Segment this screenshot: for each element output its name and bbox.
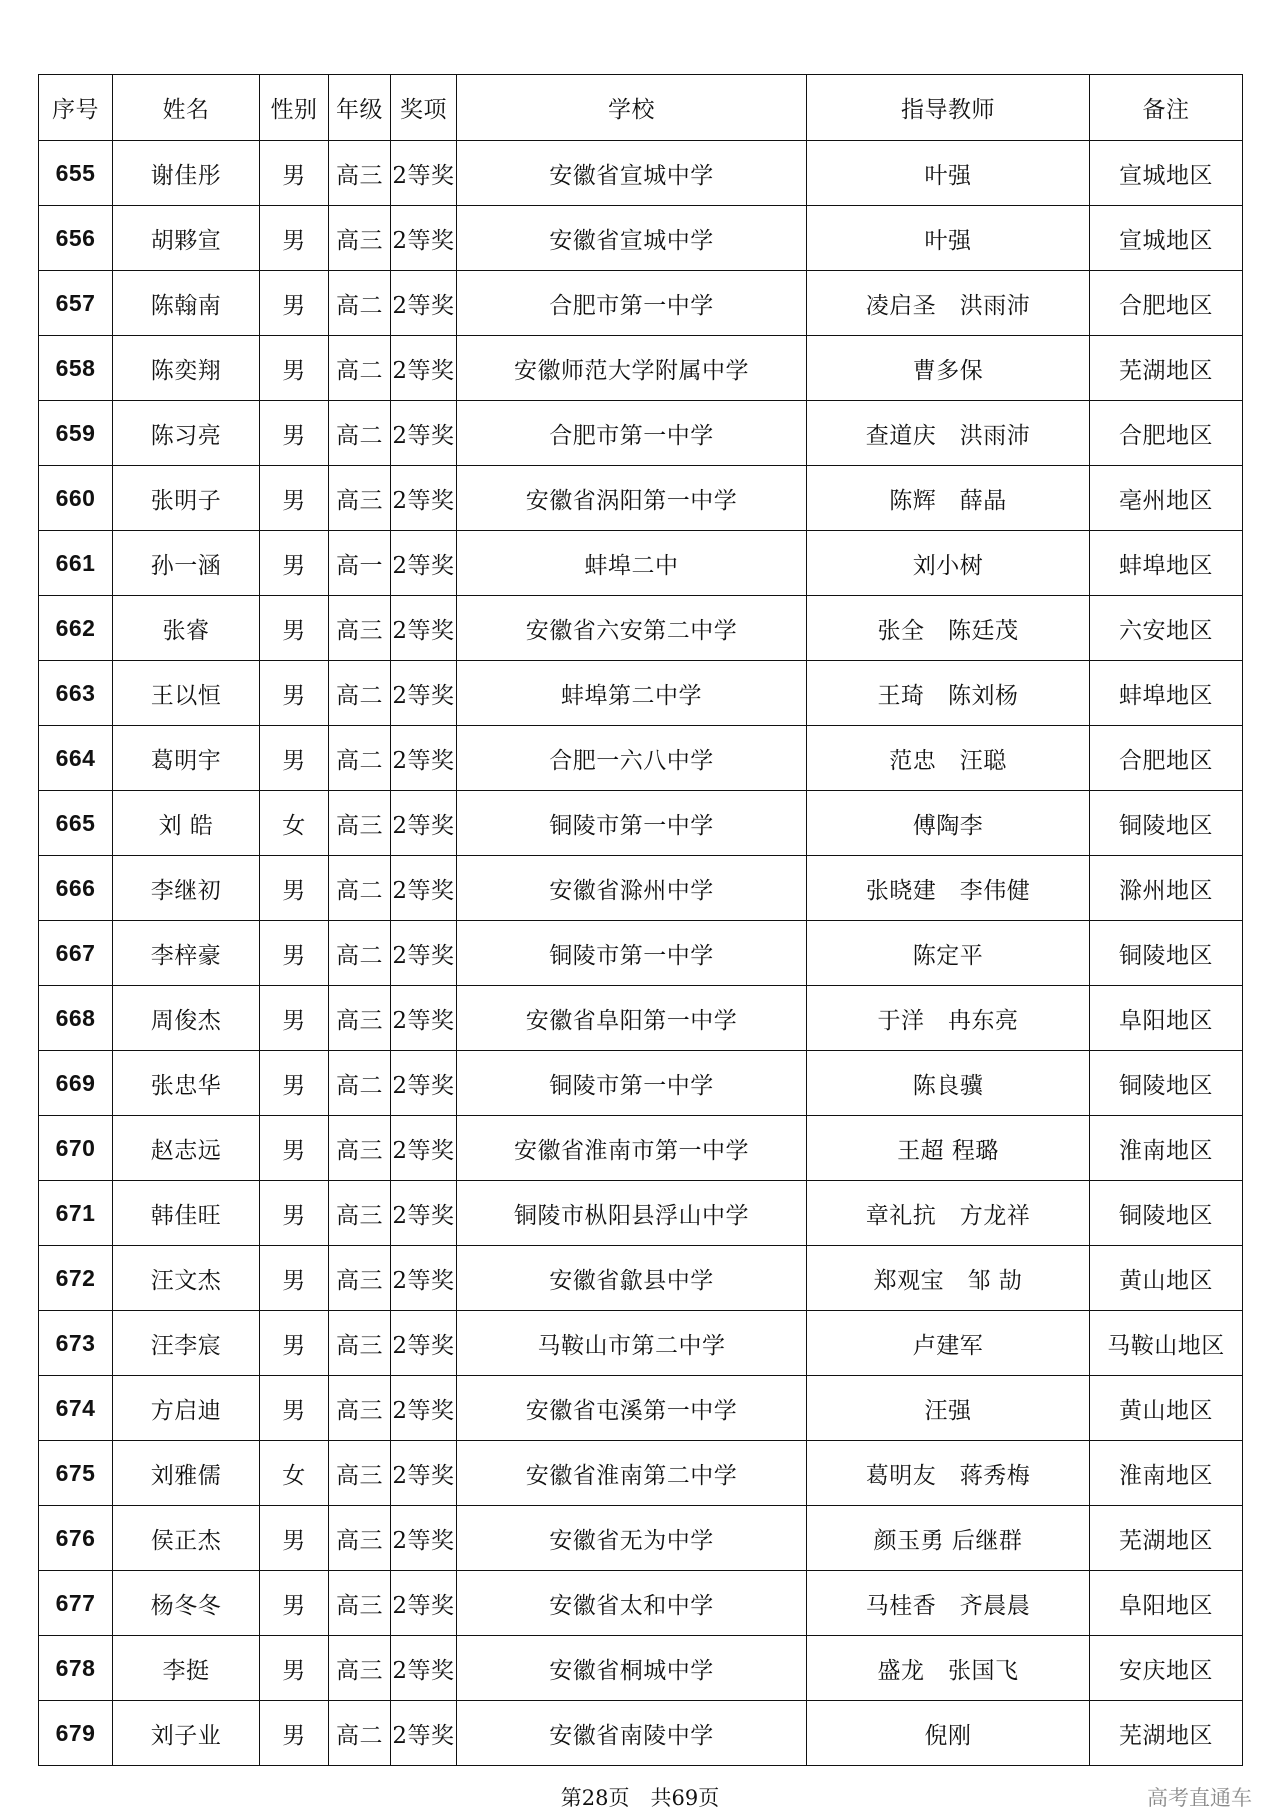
- cell-note: 淮南地区: [1090, 1441, 1243, 1506]
- cell-index: 675: [39, 1441, 113, 1506]
- table-row: [39, 206, 1243, 271]
- cell-teacher: 凌启圣 洪雨沛: [807, 271, 1090, 336]
- cell-gender: 女: [260, 791, 329, 856]
- cell-index: 677: [39, 1571, 113, 1636]
- cell-name: 周俊杰: [113, 986, 260, 1051]
- cell-gender: 男: [260, 726, 329, 791]
- cell-teacher: 张晓建 李伟健: [807, 856, 1090, 921]
- cell-name: 刘雅儒: [113, 1441, 260, 1506]
- cell-name: 陈习亮: [113, 401, 260, 466]
- table-row: [39, 466, 1243, 531]
- cell-grade: 高二: [329, 856, 391, 921]
- header-name: 姓名: [113, 75, 260, 141]
- cell-gender: 男: [260, 1246, 329, 1311]
- cell-note: 黄山地区: [1090, 1376, 1243, 1441]
- cell-teacher: 汪强: [807, 1376, 1090, 1441]
- cell-gender: 男: [260, 1376, 329, 1441]
- cell-teacher: 章礼抗 方龙祥: [807, 1181, 1090, 1246]
- cell-teacher: 范忠 汪聪: [807, 726, 1090, 791]
- page-number: 第28页 共69页: [560, 1786, 720, 1810]
- cell-award: 2等奖: [391, 596, 457, 661]
- cell-grade: 高三: [329, 986, 391, 1051]
- cell-school: 合肥一六八中学: [457, 726, 807, 791]
- cell-name: 李梓豪: [113, 921, 260, 986]
- cell-gender: 男: [260, 1506, 329, 1571]
- cell-name: 谢佳彤: [113, 141, 260, 206]
- cell-school: 安徽省淮南市第一中学: [457, 1116, 807, 1181]
- cell-school: 安徽师范大学附属中学: [457, 336, 807, 401]
- cell-teacher: 张全 陈廷茂: [807, 596, 1090, 661]
- cell-index: 674: [39, 1376, 113, 1441]
- cell-name: 侯正杰: [113, 1506, 260, 1571]
- cell-school: 安徽省涡阳第一中学: [457, 466, 807, 531]
- cell-award: 2等奖: [391, 531, 457, 596]
- header-index: 序号: [39, 75, 113, 141]
- cell-note: 铜陵地区: [1090, 1181, 1243, 1246]
- cell-grade: 高一: [329, 531, 391, 596]
- cell-award: 2等奖: [391, 661, 457, 726]
- cell-teacher: 叶强: [807, 141, 1090, 206]
- table-row: [39, 1051, 1243, 1116]
- cell-name: 杨冬冬: [113, 1571, 260, 1636]
- cell-school: 铜陵市枞阳县浮山中学: [457, 1181, 807, 1246]
- cell-name: 韩佳旺: [113, 1181, 260, 1246]
- cell-name: 陈翰南: [113, 271, 260, 336]
- table-row: [39, 1441, 1243, 1506]
- cell-index: 656: [39, 206, 113, 271]
- cell-gender: 男: [260, 1116, 329, 1181]
- table-row: [39, 336, 1243, 401]
- cell-award: 2等奖: [391, 921, 457, 986]
- table-row: [39, 271, 1243, 336]
- cell-school: 安徽省桐城中学: [457, 1636, 807, 1701]
- table-row: [39, 921, 1243, 986]
- cell-grade: 高三: [329, 1181, 391, 1246]
- table-body: [39, 141, 1243, 1766]
- cell-teacher: 陈良骥: [807, 1051, 1090, 1116]
- header-note: 备注: [1090, 75, 1243, 141]
- cell-index: 661: [39, 531, 113, 596]
- cell-name: 葛明宇: [113, 726, 260, 791]
- cell-award: 2等奖: [391, 986, 457, 1051]
- cell-award: 2等奖: [391, 791, 457, 856]
- cell-award: 2等奖: [391, 1051, 457, 1116]
- cell-name: 孙一涵: [113, 531, 260, 596]
- header-school: 学校: [457, 75, 807, 141]
- cell-grade: 高二: [329, 271, 391, 336]
- cell-teacher: 王超 程璐: [807, 1116, 1090, 1181]
- cell-teacher: 葛明友 蒋秀梅: [807, 1441, 1090, 1506]
- table-row: [39, 1116, 1243, 1181]
- table-row: [39, 1181, 1243, 1246]
- cell-gender: 男: [260, 1051, 329, 1116]
- cell-note: 阜阳地区: [1090, 986, 1243, 1051]
- cell-grade: 高三: [329, 141, 391, 206]
- table-row: [39, 1506, 1243, 1571]
- cell-school: 安徽省宣城中学: [457, 141, 807, 206]
- cell-index: 662: [39, 596, 113, 661]
- cell-school: 铜陵市第一中学: [457, 1051, 807, 1116]
- cell-grade: 高三: [329, 791, 391, 856]
- cell-note: 滁州地区: [1090, 856, 1243, 921]
- cell-gender: 男: [260, 596, 329, 661]
- cell-gender: 男: [260, 986, 329, 1051]
- cell-name: 李继初: [113, 856, 260, 921]
- cell-grade: 高二: [329, 726, 391, 791]
- table-row: [39, 1571, 1243, 1636]
- cell-index: 663: [39, 661, 113, 726]
- cell-teacher: 倪刚: [807, 1701, 1090, 1766]
- watermark: 高考直通车: [1147, 1786, 1252, 1810]
- cell-award: 2等奖: [391, 856, 457, 921]
- cell-award: 2等奖: [391, 466, 457, 531]
- cell-gender: 男: [260, 531, 329, 596]
- cell-school: 合肥市第一中学: [457, 271, 807, 336]
- cell-school: 安徽省屯溪第一中学: [457, 1376, 807, 1441]
- cell-teacher: 马桂香 齐晨晨: [807, 1571, 1090, 1636]
- cell-grade: 高三: [329, 1116, 391, 1181]
- header-gender: 性别: [260, 75, 329, 141]
- cell-teacher: 叶强: [807, 206, 1090, 271]
- table-row: [39, 1636, 1243, 1701]
- cell-name: 刘 皓: [113, 791, 260, 856]
- cell-name: 方启迪: [113, 1376, 260, 1441]
- cell-teacher: 查道庆 洪雨沛: [807, 401, 1090, 466]
- cell-teacher: 陈定平: [807, 921, 1090, 986]
- cell-gender: 男: [260, 1636, 329, 1701]
- cell-gender: 女: [260, 1441, 329, 1506]
- cell-note: 芜湖地区: [1090, 1701, 1243, 1766]
- cell-index: 655: [39, 141, 113, 206]
- cell-grade: 高三: [329, 1636, 391, 1701]
- cell-grade: 高三: [329, 1441, 391, 1506]
- cell-index: 664: [39, 726, 113, 791]
- cell-index: 666: [39, 856, 113, 921]
- cell-grade: 高二: [329, 336, 391, 401]
- cell-grade: 高二: [329, 1701, 391, 1766]
- cell-school: 铜陵市第一中学: [457, 921, 807, 986]
- table-row: [39, 531, 1243, 596]
- cell-award: 2等奖: [391, 1311, 457, 1376]
- cell-note: 合肥地区: [1090, 401, 1243, 466]
- cell-school: 蚌埠第二中学: [457, 661, 807, 726]
- cell-index: 667: [39, 921, 113, 986]
- cell-grade: 高二: [329, 401, 391, 466]
- cell-school: 安徽省南陵中学: [457, 1701, 807, 1766]
- cell-gender: 男: [260, 271, 329, 336]
- cell-index: 670: [39, 1116, 113, 1181]
- cell-index: 671: [39, 1181, 113, 1246]
- cell-award: 2等奖: [391, 206, 457, 271]
- cell-grade: 高三: [329, 1246, 391, 1311]
- cell-gender: 男: [260, 661, 329, 726]
- cell-school: 铜陵市第一中学: [457, 791, 807, 856]
- cell-name: 李挺: [113, 1636, 260, 1701]
- cell-award: 2等奖: [391, 141, 457, 206]
- cell-note: 宣城地区: [1090, 141, 1243, 206]
- cell-note: 安庆地区: [1090, 1636, 1243, 1701]
- cell-note: 马鞍山地区: [1090, 1311, 1243, 1376]
- cell-gender: 男: [260, 856, 329, 921]
- cell-name: 陈奕翔: [113, 336, 260, 401]
- table-row: [39, 596, 1243, 661]
- cell-award: 2等奖: [391, 401, 457, 466]
- cell-gender: 男: [260, 466, 329, 531]
- cell-school: 安徽省阜阳第一中学: [457, 986, 807, 1051]
- header-teacher: 指导教师: [807, 75, 1090, 141]
- cell-note: 淮南地区: [1090, 1116, 1243, 1181]
- table-row: [39, 1376, 1243, 1441]
- cell-name: 汪文杰: [113, 1246, 260, 1311]
- cell-grade: 高三: [329, 206, 391, 271]
- table-row: [39, 141, 1243, 206]
- cell-teacher: 盛龙 张国飞: [807, 1636, 1090, 1701]
- cell-index: 673: [39, 1311, 113, 1376]
- cell-teacher: 于洋 冉东亮: [807, 986, 1090, 1051]
- cell-index: 669: [39, 1051, 113, 1116]
- cell-gender: 男: [260, 921, 329, 986]
- cell-index: 668: [39, 986, 113, 1051]
- cell-school: 蚌埠二中: [457, 531, 807, 596]
- cell-award: 2等奖: [391, 1441, 457, 1506]
- cell-teacher: 颜玉勇 后继群: [807, 1506, 1090, 1571]
- cell-note: 铜陵地区: [1090, 1051, 1243, 1116]
- cell-index: 678: [39, 1636, 113, 1701]
- cell-school: 合肥市第一中学: [457, 401, 807, 466]
- header-row: [39, 75, 1243, 141]
- table-row: [39, 986, 1243, 1051]
- table-row: [39, 726, 1243, 791]
- cell-index: 660: [39, 466, 113, 531]
- cell-school: 马鞍山市第二中学: [457, 1311, 807, 1376]
- table-row: [39, 791, 1243, 856]
- cell-school: 安徽省太和中学: [457, 1571, 807, 1636]
- cell-grade: 高三: [329, 596, 391, 661]
- cell-name: 刘子业: [113, 1701, 260, 1766]
- cell-grade: 高二: [329, 661, 391, 726]
- table-row: [39, 1246, 1243, 1311]
- cell-index: 665: [39, 791, 113, 856]
- cell-index: 679: [39, 1701, 113, 1766]
- cell-note: 阜阳地区: [1090, 1571, 1243, 1636]
- cell-note: 蚌埠地区: [1090, 661, 1243, 726]
- cell-school: 安徽省六安第二中学: [457, 596, 807, 661]
- cell-award: 2等奖: [391, 336, 457, 401]
- cell-note: 黄山地区: [1090, 1246, 1243, 1311]
- cell-gender: 男: [260, 1181, 329, 1246]
- cell-school: 安徽省淮南第二中学: [457, 1441, 807, 1506]
- cell-grade: 高二: [329, 1051, 391, 1116]
- cell-grade: 高二: [329, 921, 391, 986]
- award-table: [38, 74, 1243, 1766]
- table-row: [39, 856, 1243, 921]
- cell-note: 芜湖地区: [1090, 336, 1243, 401]
- cell-name: 赵志远: [113, 1116, 260, 1181]
- cell-grade: 高三: [329, 1376, 391, 1441]
- cell-school: 安徽省滁州中学: [457, 856, 807, 921]
- cell-award: 2等奖: [391, 1506, 457, 1571]
- cell-gender: 男: [260, 206, 329, 271]
- cell-teacher: 刘小树: [807, 531, 1090, 596]
- cell-gender: 男: [260, 401, 329, 466]
- cell-grade: 高三: [329, 1506, 391, 1571]
- cell-grade: 高三: [329, 1571, 391, 1636]
- cell-school: 安徽省宣城中学: [457, 206, 807, 271]
- cell-teacher: 郑观宝 邹 劼: [807, 1246, 1090, 1311]
- header-grade: 年级: [329, 75, 391, 141]
- cell-note: 六安地区: [1090, 596, 1243, 661]
- cell-note: 铜陵地区: [1090, 791, 1243, 856]
- table-row: [39, 661, 1243, 726]
- cell-name: 张忠华: [113, 1051, 260, 1116]
- cell-award: 2等奖: [391, 1701, 457, 1766]
- cell-index: 657: [39, 271, 113, 336]
- cell-award: 2等奖: [391, 1376, 457, 1441]
- cell-index: 659: [39, 401, 113, 466]
- cell-teacher: 王琦 陈刘杨: [807, 661, 1090, 726]
- cell-grade: 高三: [329, 1311, 391, 1376]
- cell-teacher: 傅陶李: [807, 791, 1090, 856]
- cell-index: 676: [39, 1506, 113, 1571]
- cell-note: 芜湖地区: [1090, 1506, 1243, 1571]
- cell-award: 2等奖: [391, 1181, 457, 1246]
- cell-grade: 高三: [329, 466, 391, 531]
- cell-name: 张睿: [113, 596, 260, 661]
- cell-gender: 男: [260, 336, 329, 401]
- cell-award: 2等奖: [391, 1116, 457, 1181]
- cell-school: 安徽省歙县中学: [457, 1246, 807, 1311]
- cell-index: 672: [39, 1246, 113, 1311]
- table-row: [39, 401, 1243, 466]
- table-row: [39, 1701, 1243, 1766]
- cell-note: 宣城地区: [1090, 206, 1243, 271]
- cell-school: 安徽省无为中学: [457, 1506, 807, 1571]
- cell-name: 张明子: [113, 466, 260, 531]
- cell-name: 王以恒: [113, 661, 260, 726]
- cell-gender: 男: [260, 141, 329, 206]
- cell-gender: 男: [260, 1701, 329, 1766]
- cell-note: 蚌埠地区: [1090, 531, 1243, 596]
- cell-award: 2等奖: [391, 1246, 457, 1311]
- cell-note: 合肥地区: [1090, 271, 1243, 336]
- cell-teacher: 卢建军: [807, 1311, 1090, 1376]
- cell-name: 汪李宸: [113, 1311, 260, 1376]
- header-award: 奖项: [391, 75, 457, 141]
- cell-teacher: 陈辉 薛晶: [807, 466, 1090, 531]
- cell-note: 合肥地区: [1090, 726, 1243, 791]
- cell-award: 2等奖: [391, 1636, 457, 1701]
- cell-note: 铜陵地区: [1090, 921, 1243, 986]
- cell-note: 亳州地区: [1090, 466, 1243, 531]
- cell-award: 2等奖: [391, 726, 457, 791]
- cell-award: 2等奖: [391, 1571, 457, 1636]
- cell-teacher: 曹多保: [807, 336, 1090, 401]
- cell-index: 658: [39, 336, 113, 401]
- cell-name: 胡夥宣: [113, 206, 260, 271]
- table-row: [39, 1311, 1243, 1376]
- cell-gender: 男: [260, 1571, 329, 1636]
- cell-award: 2等奖: [391, 271, 457, 336]
- cell-gender: 男: [260, 1311, 329, 1376]
